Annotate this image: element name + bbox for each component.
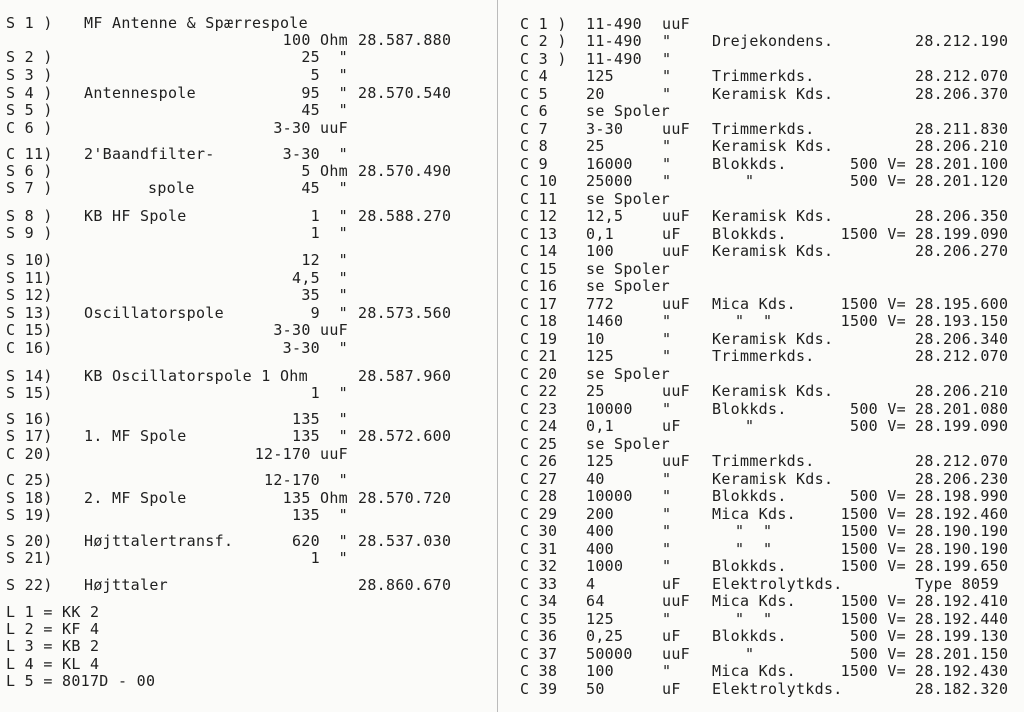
part-description: Mica Kds. (712, 662, 796, 680)
part-ref: C 9 (520, 155, 548, 173)
part-description: " (745, 172, 755, 190)
part-ref: S 16) (6, 410, 53, 428)
part-voltage: 1500 V= (840, 662, 906, 680)
part-unit: " (662, 32, 672, 50)
part-ref: S 9 ) (6, 224, 53, 242)
part-number: 28.206.210 (915, 382, 1009, 400)
part-ref: C 11 (520, 190, 558, 208)
part-value: 135 " (292, 506, 348, 524)
part-ref: C 6 ) (6, 119, 53, 137)
part-ref: C 25 (520, 435, 558, 453)
part-value: 50 (586, 680, 605, 698)
part-number: 28.193.150 (915, 312, 1009, 330)
part-ref: L 5 = 8017D - 00 (6, 672, 156, 690)
part-value: 25 " (301, 48, 348, 66)
part-ref: C 23 (520, 400, 558, 418)
part-name: 1. MF Spole (84, 427, 187, 445)
part-unit: uuF (662, 452, 690, 470)
part-ref: C 18 (520, 312, 558, 330)
part-voltage: 500 V= (850, 400, 906, 418)
part-voltage: 500 V= (850, 417, 906, 435)
part-ref: S 7 ) (6, 179, 53, 197)
part-name: spole (148, 179, 195, 197)
part-voltage: 500 V= (850, 172, 906, 190)
part-value: 400 (586, 522, 614, 540)
part-number: 28.206.230 (915, 470, 1009, 488)
part-ref: C 33 (520, 575, 558, 593)
part-ref: S 22) (6, 576, 53, 594)
part-unit: " (662, 540, 672, 558)
part-unit: uuF (662, 120, 690, 138)
part-ref: C 14 (520, 242, 558, 260)
part-unit: " (662, 610, 672, 628)
part-unit: " (662, 470, 672, 488)
part-number: 28.192.430 (915, 662, 1009, 680)
part-description: Mica Kds. (712, 592, 796, 610)
part-ref: C 29 (520, 505, 558, 523)
part-value: 50000 (586, 645, 633, 663)
part-ref: L 1 = KK 2 (6, 603, 100, 621)
part-ref: C 15) (6, 321, 53, 339)
part-number: 28.212.070 (915, 452, 1009, 470)
part-number: Type 8059 (915, 575, 999, 593)
part-voltage: 500 V= (850, 627, 906, 645)
part-number: 28.570.490 (358, 162, 452, 180)
part-description: " " (735, 610, 773, 628)
part-ref: C 24 (520, 417, 558, 435)
part-description: Keramisk Kds. (712, 470, 834, 488)
part-unit: uuF (662, 15, 690, 33)
part-voltage: 1500 V= (840, 225, 906, 243)
part-number: 28.199.090 (915, 225, 1009, 243)
part-number: 28.201.080 (915, 400, 1009, 418)
part-ref: S 4 ) (6, 84, 53, 102)
part-value: 1000 (586, 557, 624, 575)
part-voltage: 1500 V= (840, 610, 906, 628)
part-value: 20 (586, 85, 605, 103)
part-value: 125 (586, 67, 614, 85)
part-value: 12-170 uuF (254, 445, 348, 463)
part-description: Trimmerkds. (712, 452, 815, 470)
part-ref: S 5 ) (6, 101, 53, 119)
part-voltage: 1500 V= (840, 312, 906, 330)
part-description: Keramisk Kds. (712, 85, 834, 103)
part-value: 64 (586, 592, 605, 610)
part-ref: S 15) (6, 384, 53, 402)
part-unit: " (662, 505, 672, 523)
part-name: Oscillatorspole (84, 304, 224, 322)
part-ref: C 16 (520, 277, 558, 295)
part-unit: " (662, 137, 672, 155)
part-unit: uuF (662, 645, 690, 663)
part-number: 28.212.070 (915, 67, 1009, 85)
part-ref: S 2 ) (6, 48, 53, 66)
part-unit: uuF (662, 382, 690, 400)
part-unit: uF (662, 680, 681, 698)
part-value: 12-170 " (264, 471, 348, 489)
part-unit: uF (662, 575, 681, 593)
part-value: 5 " (310, 66, 348, 84)
part-number: 28.199.130 (915, 627, 1009, 645)
part-description: Mica Kds. (712, 505, 796, 523)
part-description: Keramisk Kds. (712, 382, 834, 400)
part-value: 25000 (586, 172, 633, 190)
part-name: MF Antenne & Spærrespole (84, 14, 308, 32)
part-unit: uuF (662, 295, 690, 313)
part-description: Keramisk Kds. (712, 242, 834, 260)
part-unit: " (662, 347, 672, 365)
part-ref: C 32 (520, 557, 558, 575)
part-value: 35 " (301, 286, 348, 304)
part-value: 10 (586, 330, 605, 348)
part-value: 135 " (292, 410, 348, 428)
part-ref: C 7 (520, 120, 548, 138)
part-value: 10000 (586, 400, 633, 418)
part-value: 16000 (586, 155, 633, 173)
part-ref: C 15 (520, 260, 558, 278)
part-number: 28.206.340 (915, 330, 1009, 348)
part-number: 28.212.190 (915, 32, 1009, 50)
part-name: Højttalertransf. (84, 532, 234, 550)
part-ref: C 26 (520, 452, 558, 470)
part-value: se Spoler (586, 260, 670, 278)
part-ref: C 2 ) (520, 32, 567, 50)
part-value: 11-490 (586, 15, 642, 33)
part-number: 28.199.090 (915, 417, 1009, 435)
part-voltage: 1500 V= (840, 540, 906, 558)
part-ref: L 3 = KB 2 (6, 637, 100, 655)
part-value: 9 " (310, 304, 348, 322)
part-ref: S 6 ) (6, 162, 53, 180)
part-ref: S 19) (6, 506, 53, 524)
part-ref: C 19 (520, 330, 558, 348)
part-ref: C 1 ) (520, 15, 567, 33)
part-voltage: 500 V= (850, 645, 906, 663)
part-name: KB Oscillatorspole 1 Ohm (84, 367, 308, 385)
part-value: 11-490 (586, 32, 642, 50)
part-value: 3-30 uuF (273, 119, 348, 137)
part-unit: " (662, 330, 672, 348)
part-number: 28.192.460 (915, 505, 1009, 523)
part-value: 3-30 uuF (273, 321, 348, 339)
part-value: 100 Ohm (282, 31, 348, 49)
part-description: Elektrolytkds. (712, 575, 843, 593)
part-ref: C 30 (520, 522, 558, 540)
part-description: Keramisk Kds. (712, 330, 834, 348)
part-number: 28.573.560 (358, 304, 452, 322)
part-value: se Spoler (586, 277, 670, 295)
part-number: 28.182.320 (915, 680, 1009, 698)
part-ref: C 16) (6, 339, 53, 357)
part-number: 28.206.370 (915, 85, 1009, 103)
part-number: 28.860.670 (358, 576, 452, 594)
part-voltage: 1500 V= (840, 505, 906, 523)
part-ref: S 12) (6, 286, 53, 304)
part-ref: S 17) (6, 427, 53, 445)
part-value: 4 (586, 575, 596, 593)
part-value: 4,5 " (292, 269, 348, 287)
part-value: 125 (586, 347, 614, 365)
part-number: 28.198.990 (915, 487, 1009, 505)
part-value: 125 (586, 452, 614, 470)
part-number: 28.206.350 (915, 207, 1009, 225)
part-ref: C 38 (520, 662, 558, 680)
part-description: Blokkds. (712, 557, 787, 575)
part-value: 1 " (310, 549, 348, 567)
part-value: 772 (586, 295, 614, 313)
part-number: 28.195.600 (915, 295, 1009, 313)
part-value: 135 " (292, 427, 348, 445)
part-name: 2. MF Spole (84, 489, 187, 507)
part-voltage: 500 V= (850, 487, 906, 505)
part-ref: C 22 (520, 382, 558, 400)
part-ref: C 5 (520, 85, 548, 103)
part-description: Trimmerkds. (712, 120, 815, 138)
part-value: 45 " (301, 101, 348, 119)
part-ref: C 25) (6, 471, 53, 489)
part-name: Højttaler (84, 576, 168, 594)
part-ref: C 17 (520, 295, 558, 313)
part-number: 28.588.270 (358, 207, 452, 225)
part-unit: " (662, 400, 672, 418)
part-number: 28.190.190 (915, 522, 1009, 540)
part-number: 28.192.410 (915, 592, 1009, 610)
part-ref: S 13) (6, 304, 53, 322)
part-value: se Spoler (586, 102, 670, 120)
part-unit: uF (662, 225, 681, 243)
part-voltage: 500 V= (850, 155, 906, 173)
part-ref: C 28 (520, 487, 558, 505)
part-unit: uuF (662, 242, 690, 260)
part-value: 3-30 " (282, 339, 348, 357)
part-name: KB HF Spole (84, 207, 187, 225)
part-ref: C 10 (520, 172, 558, 190)
part-voltage: 1500 V= (840, 522, 906, 540)
part-unit: " (662, 522, 672, 540)
part-value: se Spoler (586, 435, 670, 453)
part-name: Antennespole (84, 84, 196, 102)
part-number: 28.587.960 (358, 367, 452, 385)
part-ref: C 36 (520, 627, 558, 645)
part-value: 95 " (301, 84, 348, 102)
part-number: 28.206.210 (915, 137, 1009, 155)
part-unit: " (662, 487, 672, 505)
part-value: 3-30 (586, 120, 624, 138)
part-description: Trimmerkds. (712, 347, 815, 365)
part-number: 28.192.440 (915, 610, 1009, 628)
part-value: 1460 (586, 312, 624, 330)
part-value: 25 (586, 382, 605, 400)
part-unit: " (662, 172, 672, 190)
part-description: Blokkds. (712, 155, 787, 173)
part-number: 28.587.880 (358, 31, 452, 49)
part-value: 200 (586, 505, 614, 523)
part-description: Drejekondens. (712, 32, 834, 50)
part-description: " " (735, 522, 773, 540)
part-value: 12 " (301, 251, 348, 269)
part-unit: " (662, 662, 672, 680)
part-voltage: 1500 V= (840, 557, 906, 575)
part-value: se Spoler (586, 190, 670, 208)
part-unit: " (662, 50, 672, 68)
part-ref: C 12 (520, 207, 558, 225)
part-ref: C 8 (520, 137, 548, 155)
part-unit: uF (662, 627, 681, 645)
part-ref: C 20) (6, 445, 53, 463)
part-value: 1 " (310, 384, 348, 402)
part-description: Trimmerkds. (712, 67, 815, 85)
part-value: 10000 (586, 487, 633, 505)
part-ref: L 4 = KL 4 (6, 655, 100, 673)
part-value: 40 (586, 470, 605, 488)
part-unit: " (662, 85, 672, 103)
part-ref: C 37 (520, 645, 558, 663)
part-description: " " (735, 540, 773, 558)
part-unit: uuF (662, 592, 690, 610)
part-ref: C 35 (520, 610, 558, 628)
part-description: " (745, 645, 755, 663)
part-name: 2'Baandfilter- (84, 145, 215, 163)
part-ref: S 20) (6, 532, 53, 550)
part-ref: C 20 (520, 365, 558, 383)
part-description: Keramisk Kds. (712, 137, 834, 155)
part-number: 28.212.070 (915, 347, 1009, 365)
part-value: 400 (586, 540, 614, 558)
column-divider (497, 0, 498, 712)
part-description: " (745, 417, 755, 435)
part-value: se Spoler (586, 365, 670, 383)
part-number: 28.206.270 (915, 242, 1009, 260)
part-value: 1 " (310, 207, 348, 225)
part-number: 28.199.650 (915, 557, 1009, 575)
part-ref: C 39 (520, 680, 558, 698)
part-unit: " (662, 557, 672, 575)
part-number: 28.570.540 (358, 84, 452, 102)
part-ref: C 34 (520, 592, 558, 610)
part-value: 5 Ohm (301, 162, 348, 180)
part-value: 45 " (301, 179, 348, 197)
part-value: 0,25 (586, 627, 624, 645)
part-value: 125 (586, 610, 614, 628)
part-ref: S 21) (6, 549, 53, 567)
part-value: 100 (586, 242, 614, 260)
part-unit: " (662, 312, 672, 330)
part-description: Blokkds. (712, 400, 787, 418)
part-ref: C 4 (520, 67, 548, 85)
part-value: 1 " (310, 224, 348, 242)
part-number: 28.570.720 (358, 489, 452, 507)
part-ref: C 11) (6, 145, 53, 163)
part-description: Keramisk Kds. (712, 207, 834, 225)
part-ref: S 3 ) (6, 66, 53, 84)
part-number: 28.201.120 (915, 172, 1009, 190)
part-value: 0,1 (586, 417, 614, 435)
part-ref: L 2 = KF 4 (6, 620, 100, 638)
part-ref: C 31 (520, 540, 558, 558)
part-ref: S 14) (6, 367, 53, 385)
part-voltage: 1500 V= (840, 592, 906, 610)
part-value: 620 " (292, 532, 348, 550)
part-unit: uF (662, 417, 681, 435)
part-description: Blokkds. (712, 225, 787, 243)
part-value: 0,1 (586, 225, 614, 243)
part-number: 28.201.100 (915, 155, 1009, 173)
part-value: 3-30 " (282, 145, 348, 163)
part-number: 28.572.600 (358, 427, 452, 445)
part-unit: " (662, 67, 672, 85)
part-description: Mica Kds. (712, 295, 796, 313)
part-ref: S 1 ) (6, 14, 53, 32)
part-number: 28.201.150 (915, 645, 1009, 663)
part-ref: C 3 ) (520, 50, 567, 68)
part-description: Elektrolytkds. (712, 680, 843, 698)
part-number: 28.190.190 (915, 540, 1009, 558)
part-ref: S 8 ) (6, 207, 53, 225)
part-value: 11-490 (586, 50, 642, 68)
part-unit: " (662, 155, 672, 173)
part-ref: S 11) (6, 269, 53, 287)
part-number: 28.211.830 (915, 120, 1009, 138)
part-ref: C 21 (520, 347, 558, 365)
part-value: 100 (586, 662, 614, 680)
part-description: Blokkds. (712, 487, 787, 505)
part-value: 12,5 (586, 207, 624, 225)
part-voltage: 1500 V= (840, 295, 906, 313)
part-description: Blokkds. (712, 627, 787, 645)
part-ref: C 6 (520, 102, 548, 120)
part-unit: uuF (662, 207, 690, 225)
part-value: 25 (586, 137, 605, 155)
part-ref: S 18) (6, 489, 53, 507)
part-ref: C 27 (520, 470, 558, 488)
part-value: 135 Ohm (282, 489, 348, 507)
part-number: 28.537.030 (358, 532, 452, 550)
part-ref: C 13 (520, 225, 558, 243)
part-ref: S 10) (6, 251, 53, 269)
part-description: " " (735, 312, 773, 330)
